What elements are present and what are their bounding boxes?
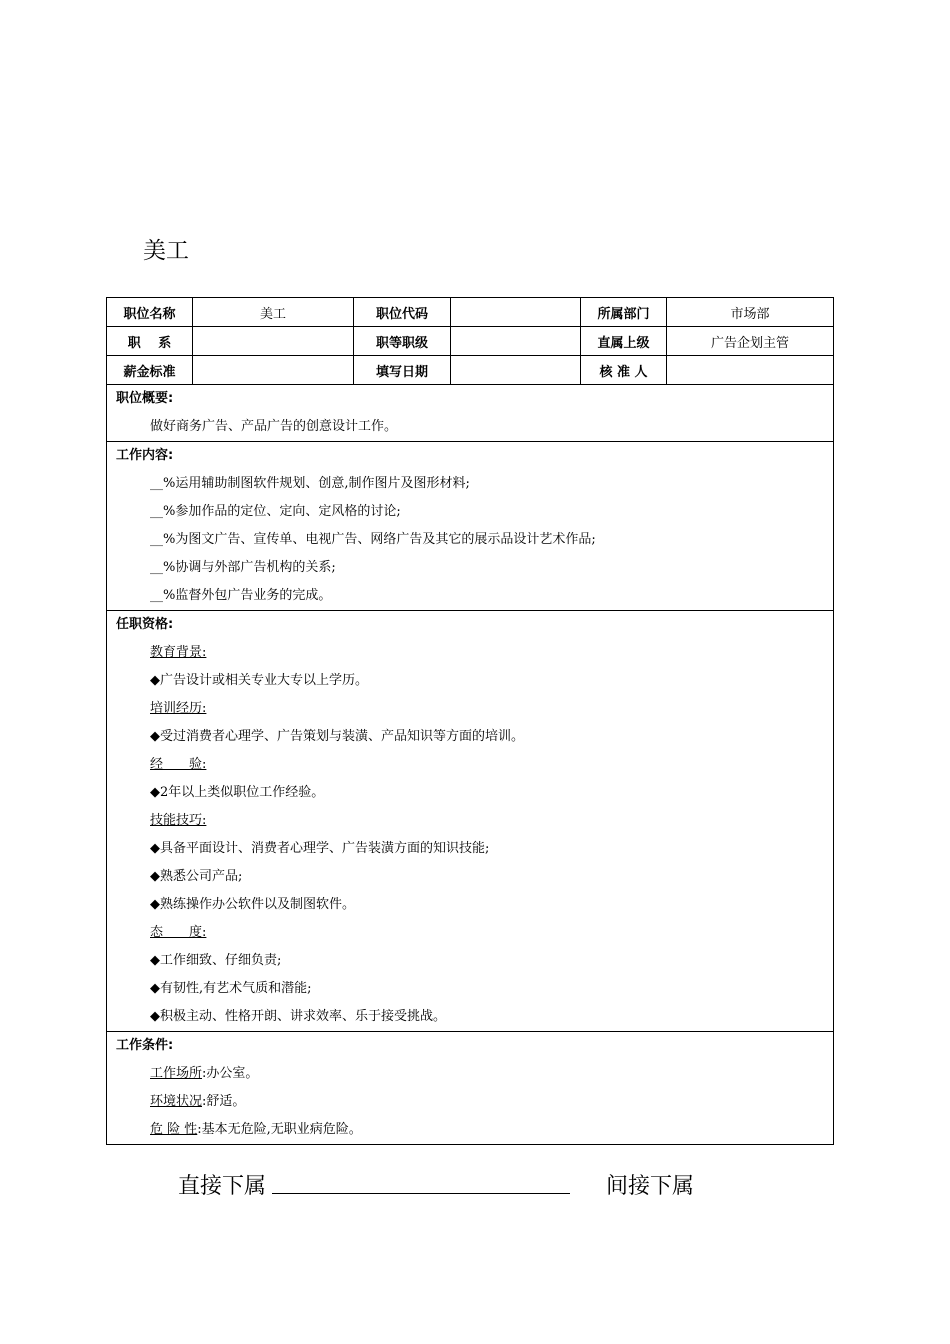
attitude-item: ◆积极主动、性格开朗、讲求效率、乐于接受挑战。 bbox=[150, 1009, 446, 1024]
duties-row bbox=[107, 442, 834, 611]
label-fill-date: 填写日期 bbox=[354, 356, 451, 385]
value-fill-date[interactable] bbox=[451, 356, 581, 385]
skills-item: ◆具备平面设计、消费者心理学、广告装潢方面的知识技能; bbox=[150, 841, 490, 856]
environment-value: :舒适。 bbox=[202, 1094, 246, 1109]
header-row-2 bbox=[107, 327, 834, 356]
experience-label: 经 验: bbox=[150, 757, 207, 772]
experience-item: ◆2年以上类似职位工作经验。 bbox=[150, 785, 325, 800]
attitude-item: ◆工作细致、仔细负责; bbox=[150, 953, 282, 968]
duty-item: __%为图文广告、宣传单、电视广告、网络广告及其它的展示品设计艺术作品; bbox=[150, 532, 596, 547]
duty-item: __%参加作品的定位、定向、定风格的讨论; bbox=[150, 504, 401, 519]
conditions-row bbox=[107, 1032, 834, 1145]
skills-label: 技能技巧: bbox=[150, 813, 207, 828]
conditions-section bbox=[107, 1032, 834, 1145]
page-title: 美工 bbox=[143, 238, 189, 264]
indirect-subordinates-label: 间接下属 bbox=[606, 1174, 695, 1199]
skills-item: ◆熟悉公司产品; bbox=[150, 869, 243, 884]
qualifications-heading: 任职资格: bbox=[116, 617, 174, 632]
qualifications-row bbox=[107, 611, 834, 1032]
workplace-value: :办公室。 bbox=[202, 1066, 259, 1081]
value-position-name[interactable]: 美工 bbox=[193, 298, 354, 327]
summary-text: 做好商务广告、产品广告的创意设计工作。 bbox=[150, 419, 398, 434]
qualifications-section bbox=[107, 611, 834, 1032]
summary-section bbox=[107, 385, 834, 442]
hazard-value: :基本无危险,无职业病危险。 bbox=[197, 1122, 362, 1137]
label-supervisor: 直属上级 bbox=[581, 327, 667, 356]
direct-subordinates-field[interactable] bbox=[272, 1193, 570, 1194]
value-job-family[interactable] bbox=[193, 327, 354, 356]
skills-item: ◆熟练操作办公软件以及制图软件。 bbox=[150, 897, 355, 912]
header-row-1 bbox=[107, 298, 834, 327]
direct-subordinates-label: 直接下属 bbox=[178, 1174, 267, 1199]
hazard-label: 危 险 性 bbox=[150, 1122, 198, 1137]
label-job-family: 职 系 bbox=[107, 327, 193, 356]
duties-section bbox=[107, 442, 834, 611]
label-salary: 薪金标准 bbox=[107, 356, 193, 385]
label-grade: 职等职级 bbox=[354, 327, 451, 356]
condition-item bbox=[107, 1088, 833, 1116]
training-label: 培训经历: bbox=[150, 701, 207, 716]
duties-heading: 工作内容: bbox=[116, 448, 174, 463]
condition-item bbox=[107, 1116, 833, 1144]
value-department[interactable]: 市场部 bbox=[667, 298, 834, 327]
duty-item: __%运用辅助制图软件规划、创意,制作图片及图形材料; bbox=[150, 476, 470, 491]
label-department: 所属部门 bbox=[581, 298, 667, 327]
value-position-code[interactable] bbox=[451, 298, 581, 327]
job-description-table bbox=[106, 297, 834, 1145]
attitude-label: 态 度: bbox=[150, 925, 207, 940]
label-position-code: 职位代码 bbox=[354, 298, 451, 327]
conditions-heading: 工作条件: bbox=[116, 1038, 174, 1053]
value-grade[interactable] bbox=[451, 327, 581, 356]
duty-item: __%协调与外部广告机构的关系; bbox=[150, 560, 336, 575]
value-approver[interactable] bbox=[667, 356, 834, 385]
condition-item bbox=[107, 1060, 833, 1088]
training-item: ◆受过消费者心理学、广告策划与装潢、产品知识等方面的培训。 bbox=[150, 729, 524, 744]
education-label: 教育背景: bbox=[150, 645, 207, 660]
value-salary[interactable] bbox=[193, 356, 354, 385]
header-row-3 bbox=[107, 356, 834, 385]
attitude-item: ◆有韧性,有艺术气质和潜能; bbox=[150, 981, 312, 996]
workplace-label: 工作场所 bbox=[150, 1066, 203, 1081]
value-supervisor[interactable]: 广告企划主管 bbox=[667, 327, 834, 356]
education-item: ◆广告设计或相关专业大专以上学历。 bbox=[150, 673, 368, 688]
summary-row bbox=[107, 385, 834, 442]
label-approver: 核 准 人 bbox=[581, 356, 667, 385]
summary-heading: 职位概要: bbox=[116, 391, 174, 406]
environment-label: 环境状况 bbox=[150, 1094, 203, 1109]
duty-item: __%监督外包广告业务的完成。 bbox=[150, 588, 332, 603]
label-position-name: 职位名称 bbox=[107, 298, 193, 327]
